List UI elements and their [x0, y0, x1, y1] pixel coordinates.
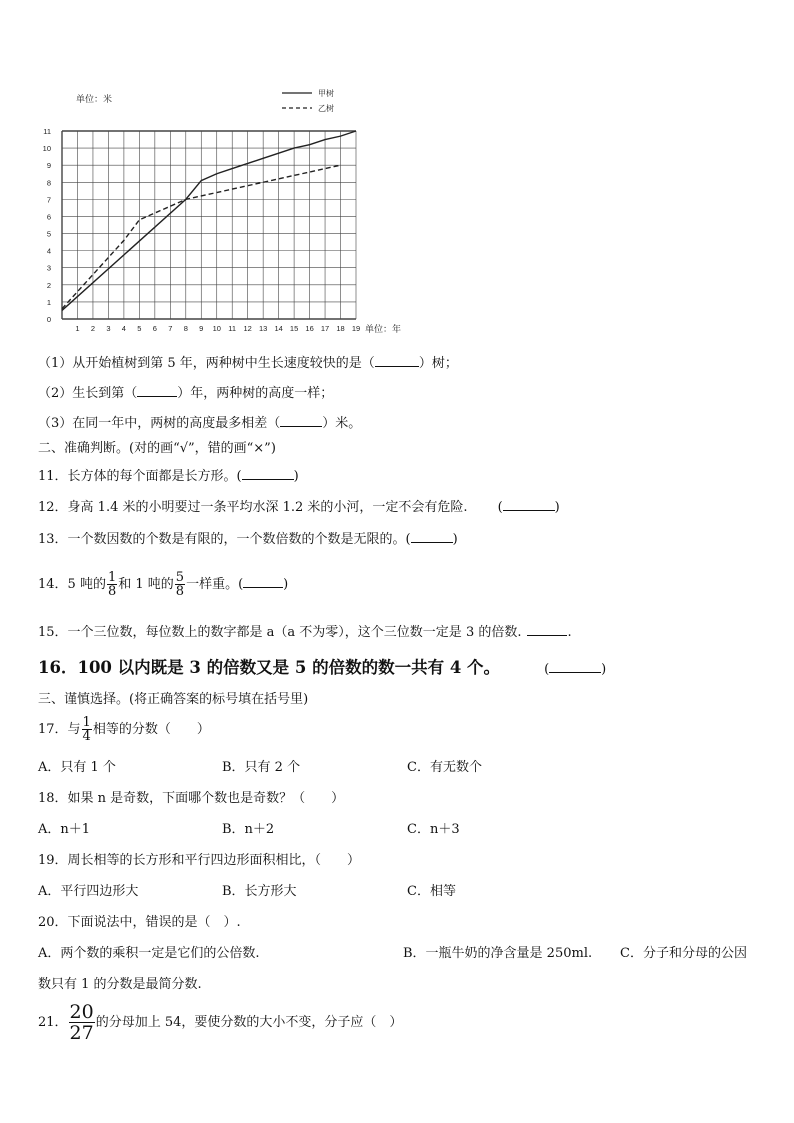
fraction-1-8: $\frac{1}{8}$ [107, 570, 117, 599]
x-tick-labels [75, 324, 360, 333]
answer-blank[interactable] [527, 623, 567, 636]
answer-blank[interactable] [280, 414, 322, 427]
x-tick-label: 9 [199, 324, 204, 333]
option-17-b[interactable]: B．只有 2 个 [222, 760, 301, 775]
x-axis-label: 单位：年 [365, 324, 402, 334]
question-20: 20．下面说法中，错误的是（ ）. [38, 915, 241, 930]
section-3-heading: 三、谨慎选择。(将正确答案的标号填在括号里) [38, 692, 309, 707]
y-tick-label: 2 [46, 280, 51, 290]
y-tick-label: 4 [46, 246, 51, 256]
y-tick-label: 11 [43, 127, 51, 136]
y-tick-label: 8 [46, 178, 51, 188]
question-21: 21． $\frac{20}{27}$ 的分母加上 54，要使分数的大小不变，分子应（ ） [38, 1001, 403, 1044]
x-tick-label: 6 [152, 324, 157, 333]
question-3: （3）在同一年中，两树的高度最多相差（ ）米。 [38, 416, 362, 431]
x-tick-label: 7 [168, 324, 173, 333]
option-20-a[interactable]: A．两个数的乘积一定是它们的公倍数. [38, 946, 260, 961]
chart-series [62, 131, 356, 310]
answer-blank[interactable] [242, 467, 294, 480]
question-13: 13．一个数因数的个数是有限的，一个数倍数的个数是无限的。( ) [38, 532, 458, 547]
x-tick-label: 8 [183, 324, 188, 333]
y-axis-label: 单位：米 [76, 94, 113, 104]
option-20-b[interactable]: B．一瓶牛奶的净含量是 250ml. [403, 946, 593, 961]
x-tick-label: 4 [121, 324, 126, 333]
x-tick-label: 1 [75, 324, 80, 333]
option-18-a[interactable]: A．n＋1 [38, 822, 91, 837]
chart-grid [62, 131, 356, 319]
option-17-c[interactable]: C．有无数个 [407, 760, 482, 775]
option-19-b[interactable]: B．长方形大 [222, 884, 297, 899]
section-2-heading: 二、准确判断。(对的画“√”，错的画“×”) [38, 441, 276, 456]
answer-blank[interactable] [375, 354, 419, 367]
question-11: 11．长方体的每个面都是长方形。( ) [38, 469, 299, 484]
option-18-c[interactable]: C．n＋3 [407, 822, 460, 837]
option-20-c-continued: 数只有 1 的分数是最简分数. [38, 977, 202, 992]
question-12: 12．身高 1.4 米的小明要过一条平均水深 1.2 米的小河，一定不会有危险. ( ) [38, 500, 560, 515]
x-tick-label: 12 [243, 324, 252, 333]
question-15: 15．一个三位数，每位数上的数字都是 a（a 不为零），这个三位数一定是 3 的倍数. . [38, 625, 572, 640]
option-19-c[interactable]: C．相等 [407, 884, 456, 899]
x-tick-label: 14 [274, 324, 283, 333]
y-tick-label: 6 [46, 212, 51, 222]
y-tick-label: 5 [46, 229, 51, 239]
question-14: 14．5 吨的 $\frac{1}{8}$ 和 1 吨的 $\frac{5}{8}$ 一样重。( ) [38, 570, 289, 599]
question-2: （2）生长到第（ ）年，两种树的高度一样； [38, 386, 334, 401]
legend-label-yi: 乙树 [318, 104, 334, 113]
answer-blank[interactable] [243, 575, 283, 588]
growth-line-chart [40, 82, 420, 342]
y-tick-label: 10 [42, 144, 51, 154]
option-20-c[interactable]: C．分子和分母的公因 [620, 946, 747, 961]
question-16: 16．100 以内既是 3 的倍数又是 5 的倍数的数一共有 4 个。 ( ) [38, 658, 607, 677]
question-19: 19．周长相等的长方形和平行四边形面积相比，（ ） [38, 853, 361, 868]
x-tick-label: 10 [212, 324, 221, 333]
fraction-5-8: $\frac{5}{8}$ [175, 570, 185, 599]
y-tick-labels [43, 127, 51, 324]
y-tick-label: 9 [46, 161, 51, 171]
answer-blank[interactable] [411, 530, 453, 543]
chart-legend [282, 88, 334, 113]
y-tick-label: 1 [46, 297, 51, 307]
x-tick-label: 15 [289, 324, 299, 333]
x-tick-label: 3 [106, 324, 111, 333]
x-tick-label: 13 [258, 324, 268, 333]
x-tick-label: 2 [90, 324, 96, 333]
question-18: 18．如果 n 是奇数，下面哪个数也是奇数？（ ） [38, 791, 345, 806]
x-tick-label: 5 [137, 324, 142, 333]
question-1: （1）从开始植树到第 5 年，两种树中生长速度较快的是（ ）树； [38, 356, 458, 371]
x-tick-label: 18 [336, 324, 345, 333]
fraction-20-27: $\frac{20}{27}$ [69, 1001, 94, 1044]
y-tick-label: 3 [46, 263, 51, 273]
x-tick-label: 11 [228, 324, 237, 333]
answer-blank[interactable] [503, 498, 555, 511]
x-tick-label: 19 [351, 324, 361, 333]
option-18-b[interactable]: B．n＋2 [222, 822, 275, 837]
x-tick-label: 17 [320, 324, 330, 333]
answer-blank[interactable] [137, 384, 177, 397]
legend-label-jia: 甲树 [318, 89, 334, 98]
answer-blank[interactable] [549, 660, 601, 673]
fraction-1-4: $\frac{1}{4}$ [82, 715, 91, 744]
x-tick-label: 16 [305, 324, 314, 333]
series-line-jia [62, 131, 356, 310]
y-tick-label: 0 [46, 315, 51, 324]
question-17: 17．与 $\frac{1}{4}$ 相等的分数（ ） [38, 715, 210, 744]
option-17-a[interactable]: A．只有 1 个 [38, 760, 116, 775]
option-19-a[interactable]: A．平行四边形大 [38, 884, 139, 899]
y-tick-label: 7 [46, 195, 51, 205]
